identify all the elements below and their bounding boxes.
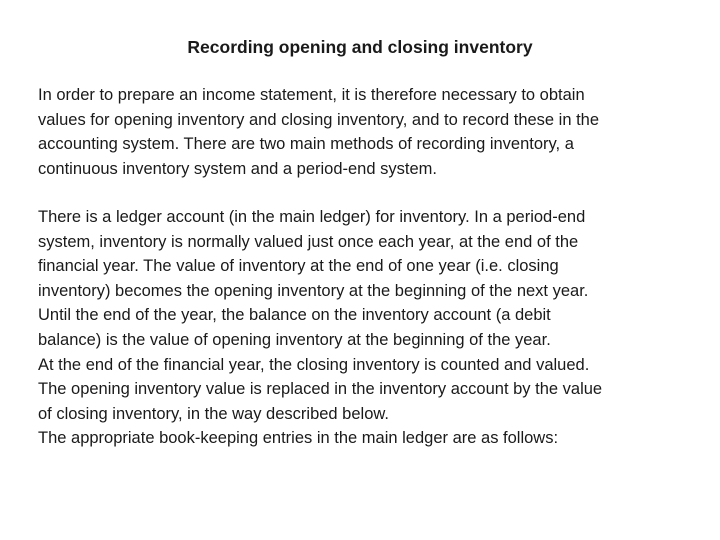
slide-title: Recording opening and closing inventory [187,37,533,57]
text-line: inventory) becomes the opening inventory at the beginning of the next year. [38,281,589,300]
text-line: Until the end of the year, the balance on the inventory account (a debit [38,306,551,325]
text-line: values for opening inventory and closing inventory, and to record these in the [38,110,600,129]
text-line: system, inventory is normally valued just once each year, at the end of the [38,232,579,251]
text-line: financial year. The value of inventory at the end of one year (i.e. closing [38,257,559,276]
text-line: The appropriate book-keeping entries in the main ledger are as follows: [38,429,559,448]
text-line: accounting system. There are two main methods of recording inventory, a [38,135,574,154]
text-line: The opening inventory value is replaced in the inventory account by the value [38,380,603,399]
text-line: continuous inventory system and a period-end system. [38,159,437,178]
ledger-paragraph [38,205,688,451]
text-line: There is a ledger account (in the main ledger) for inventory. In a period-end [38,208,586,226]
intro-paragraph [38,83,688,181]
text-line: In order to prepare an income statement, it is therefore necessary to obtain [38,86,585,104]
text-line: At the end of the financial year, the closing inventory is counted and valued. [38,355,590,374]
text-line: balance) is the value of opening inventory at the beginning of the year. [38,330,551,349]
text-line: of closing inventory, in the way described below. [38,404,389,423]
